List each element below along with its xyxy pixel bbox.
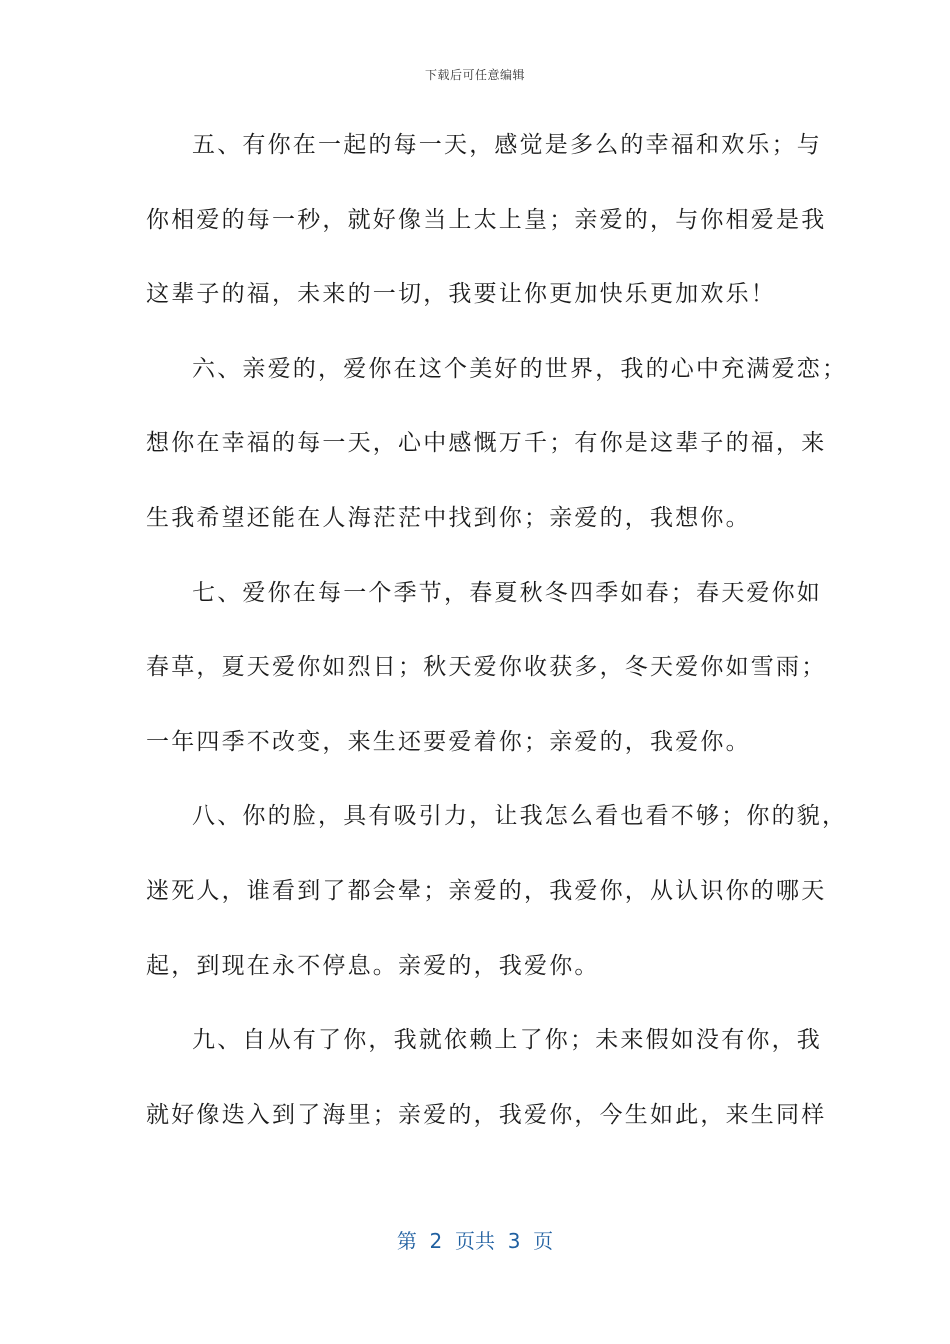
paragraph-7-line-1: 七、爱你在每一个季节，春夏秋冬四季如春；春天爱你如: [192, 579, 822, 606]
paragraph-7-line-2: 春草，夏天爱你如烈日；秋天爱你收获多，冬天爱你如雪雨；: [146, 654, 827, 681]
document-body: [146, 118, 848, 1162]
page-number-footer: 第 2 页共 3 页: [396, 1229, 554, 1253]
paragraph-5-line-3: 这辈子的福，未来的一切，我要让你更加快乐更加欢乐！: [146, 281, 776, 308]
paragraph-8-line-1: 八、你的脸，具有吸引力，让我怎么看也看不够；你的貌，: [192, 803, 848, 830]
page-header-note: 下载后可任意编辑: [424, 68, 525, 82]
paragraph-6-line-3: 生我希望还能在人海茫茫中找到你；亲爱的，我想你。: [146, 504, 751, 531]
paragraph-5-line-1: 五、有你在一起的每一天，感觉是多么的幸福和欢乐；与: [192, 132, 822, 158]
paragraph-7-line-3: 一年四季不改变，来生还要爱着你；亲爱的，我爱你。: [146, 728, 751, 755]
paragraph-6-line-1: 六、亲爱的，爱你在这个美好的世界，我的心中充满爱恋；: [192, 355, 848, 382]
paragraph-9-line-1: 九、自从有了你，我就依赖上了你；未来假如没有你，我: [192, 1027, 822, 1054]
paragraph-9-line-2: 就好像迭入到了海里；亲爱的，我爱你，今生如此，来生同样: [146, 1101, 827, 1128]
paragraph-5-line-2: 你相爱的每一秒，就好像当上太上皇；亲爱的，与你相爱是我: [146, 206, 827, 233]
paragraph-8-line-3: 起，到现在永不停息。亲爱的，我爱你。: [146, 952, 600, 979]
paragraph-6-line-2: 想你在幸福的每一天，心中感慨万千；有你是这辈子的福，来: [146, 430, 827, 457]
paragraph-8-line-2: 迷死人，谁看到了都会晕；亲爱的，我爱你，从认识你的哪天: [146, 877, 827, 904]
